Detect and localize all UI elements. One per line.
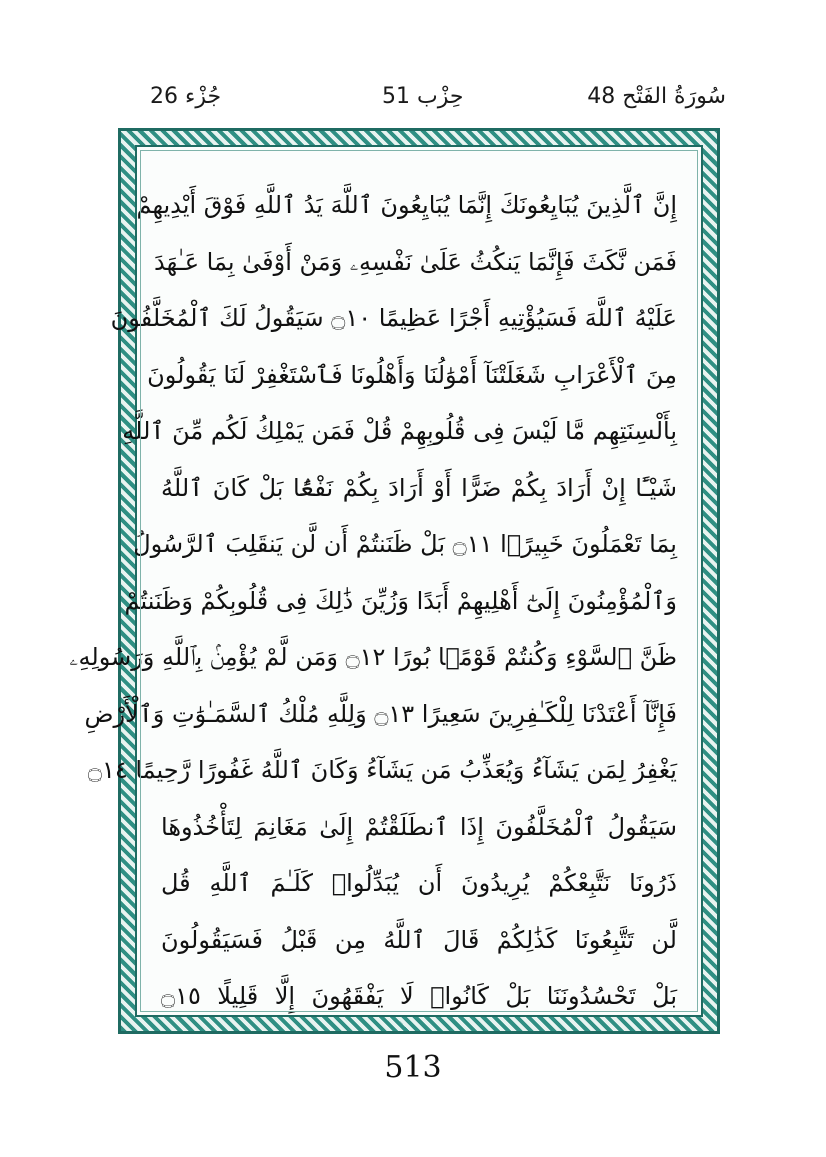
text-line: سَيَقُولُ ٱلْمُخَلَّفُونَ إِذَا ٱنطَلَقْتُمْ إِلَىٰ مَغَانِمَ لِتَأْخُذُوهَا bbox=[161, 812, 677, 841]
text-line: فَإِنَّآ أَعْتَدْنَا لِلْكَـٰفِرِينَ سَعِيرًا ۝١٣ وَلِلَّهِ مُلْكُ ٱلسَّمَـٰوَٰتِ وَٱلْأَرْضِ bbox=[84, 699, 677, 728]
text-line: ظَنَّ ٱلسَّوْءِ وَكُنتُمْ قَوْمًۢا بُورًا ۝١٢ وَمَن لَّمْ يُؤْمِنۢ بِٱللَّهِ وَرَسُولِهِۦ bbox=[69, 643, 677, 671]
ornamental-frame bbox=[69, 128, 720, 1034]
text-line: فَمَن نَّكَثَ فَإِنَّمَا يَنكُثُ عَلَىٰ نَفْسِهِۦ وَمَنْ أَوْفَىٰ بِمَا عَـٰهَدَ bbox=[154, 247, 677, 276]
text-line: بِأَلْسِنَتِهِم مَّا لَيْسَ فِى قُلُوبِهِمْ قُلْ فَمَن يَمْلِكُ لَكُم مِّنَ ٱللَّهِ bbox=[122, 417, 677, 445]
text-line: إِنَّ ٱلَّذِينَ يُبَايِعُونَكَ إِنَّمَا يُبَايِعُونَ ٱللَّهَ يَدُ ٱللَّهِ فَوْقَ أَيْدِيهِمْ bbox=[136, 191, 677, 219]
text-line: لَّن تَتَّبِعُونَا كَذَٰلِكُمْ قَالَ ٱللَّهُ مِن قَبْلُ فَسَيَقُولُونَ bbox=[161, 925, 677, 954]
text-line: وَٱلْمُؤْمِنُونَ إِلَىٰٓ أَهْلِيهِمْ أَبَدًا وَزُيِّنَ ذَٰلِكَ فِى قُلُوبِكُمْ وَظَنَنتُمْ bbox=[124, 586, 677, 615]
surah-label: 48 سُورَةُ الفَتْح bbox=[587, 84, 726, 109]
page-header bbox=[150, 78, 726, 118]
juz-label: جُزْء 26 bbox=[150, 84, 222, 109]
text-line: بَلْ تَحْسُدُونَنَا بَلْ كَانُوا۟ لَا يَفْقَهُونَ إِلَّا قَلِيلًا ۝١٥ bbox=[161, 982, 677, 1010]
quran-text bbox=[69, 177, 677, 1010]
text-line: بِمَا تَعْمَلُونَ خَبِيرًۢا ۝١١ بَلْ ظَنَنتُمْ أَن لَّن يَنقَلِبَ ٱلرَّسُولُ bbox=[133, 530, 677, 558]
text-line: ذَرُونَا نَتَّبِعْكُمْ يُرِيدُونَ أَن يُبَدِّلُوا۟ كَلَـٰمَ ٱللَّهِ قُل bbox=[161, 869, 677, 897]
hizb-label: حِزْب 51 bbox=[382, 84, 464, 109]
text-line: مِنَ ٱلْأَعْرَابِ شَغَلَتْنَآ أَمْوَٰلُنَا وَأَهْلُونَا فَٱسْتَغْفِرْ لَنَا يَقُولُونَ bbox=[147, 360, 677, 389]
page-number: 513 bbox=[384, 1050, 442, 1085]
text-line: يَغْفِرُ لِمَن يَشَآءُ وَيُعَذِّبُ مَن يَشَآءُ وَكَانَ ٱللَّهُ غَفُورًا رَّحِيمًا ۝١٤ bbox=[87, 756, 677, 784]
text-line: عَلَيْهُ ٱللَّهَ فَسَيُؤْتِيهِ أَجْرًا عَظِيمًا ۝١٠ سَيَقُولُ لَكَ ٱلْمُخَلَّفُونَ bbox=[110, 304, 677, 332]
text-line: شَيْـًٔا إِنْ أَرَادَ بِكُمْ ضَرًّا أَوْ أَرَادَ بِكُمْ نَفْعًۢا بَلْ كَانَ ٱللَّهُ bbox=[161, 473, 677, 502]
frame-inner-border bbox=[69, 145, 703, 1017]
